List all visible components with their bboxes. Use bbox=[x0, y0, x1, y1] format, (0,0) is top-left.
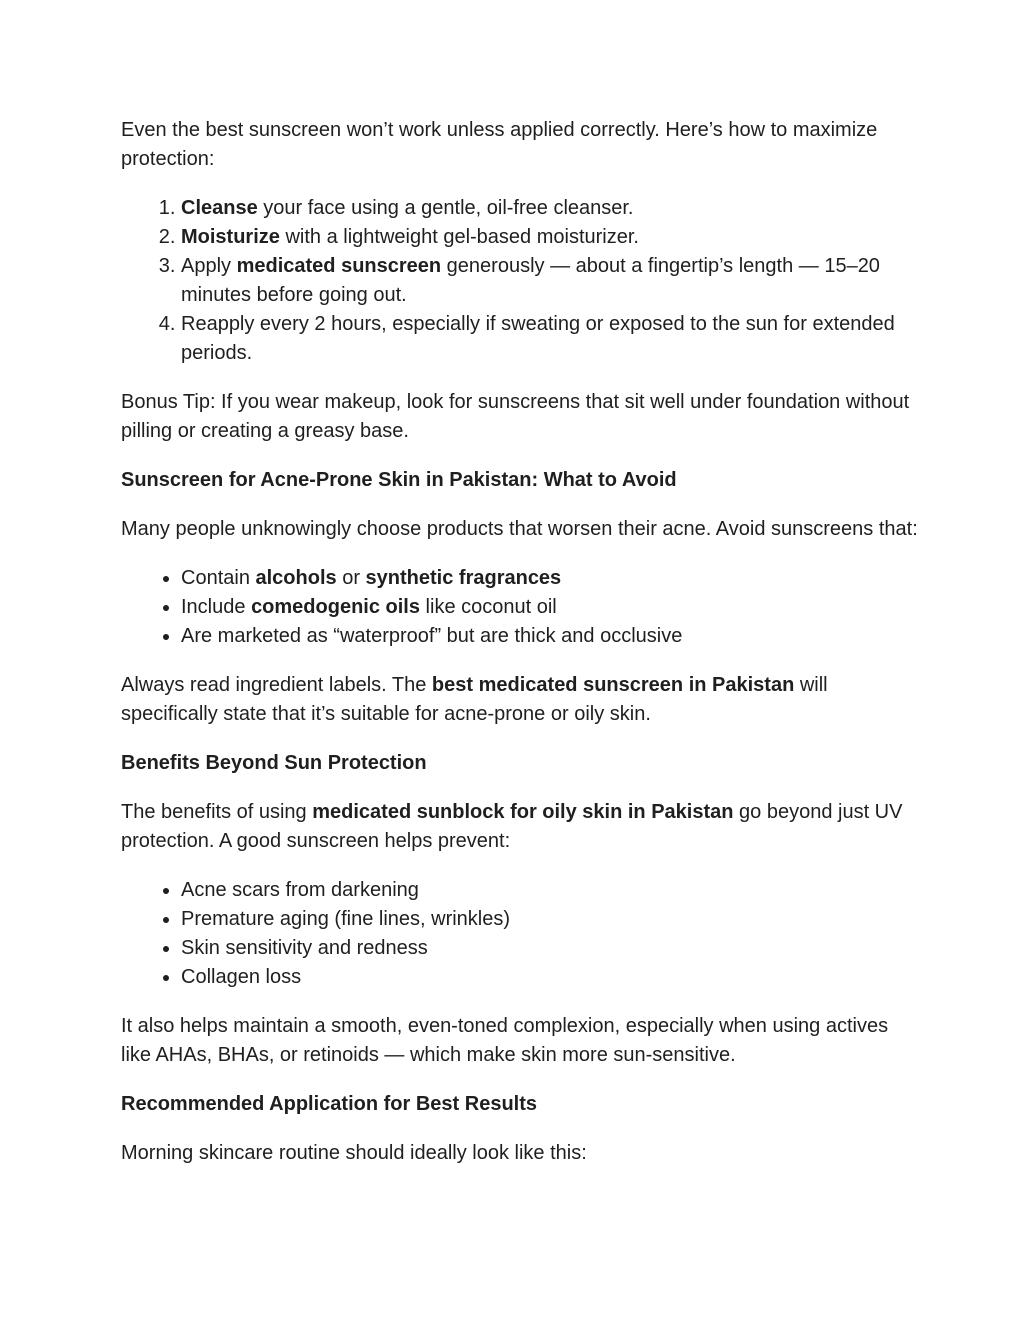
benefits-outro-paragraph: It also helps maintain a smooth, even-toned complexion, especially when using actives like AHAs, BHAs, or retinoids — which make skin more sun-sensitive. bbox=[121, 1015, 889, 1066]
section-heading-avoid: Sunscreen for Acne-Prone Skin in Pakistan: What to Avoid bbox=[121, 469, 677, 491]
avoid-outro-paragraph: Always read ingredient labels. The best medicated sunscreen in Pakistan will specifically state that it’s suitable for acne-prone or oily skin. bbox=[121, 674, 828, 725]
section-heading-benefits: Benefits Beyond Sun Protection bbox=[121, 752, 427, 774]
bold-text: Cleanse bbox=[181, 197, 258, 219]
section-heading-application: Recommended Application for Best Results bbox=[121, 1093, 537, 1115]
avoid-intro-paragraph: Many people unknowingly choose products that worsen their acne. Avoid sunscreens that: bbox=[121, 518, 918, 540]
list-item: • Include comedogenic oils like coconut oil bbox=[181, 593, 921, 622]
list-item: 3. Apply medicated sunscreen generously — about a fingertip’s length — 15–20 minutes before going out. bbox=[181, 252, 921, 310]
application-intro-paragraph: Morning skincare routine should ideally look like this: bbox=[121, 1142, 587, 1164]
list-item: • Contain alcohols or synthetic fragrances bbox=[181, 564, 921, 593]
benefits-list bbox=[121, 876, 921, 992]
bonus-tip-paragraph: Bonus Tip: If you wear makeup, look for sunscreens that sit well under foundation without pilling or creating a greasy base. bbox=[121, 391, 910, 442]
list-item: • Are marketed as “waterproof” but are thick and occlusive bbox=[181, 622, 921, 651]
bold-text: Moisturize bbox=[181, 226, 280, 248]
list-item: • Collagen loss bbox=[181, 963, 921, 992]
bold-text: synthetic fragrances bbox=[365, 567, 562, 589]
list-item: 4. Reapply every 2 hours, especially if sweating or exposed to the sun for extended periods. bbox=[181, 310, 921, 368]
avoid-list bbox=[121, 564, 921, 651]
list-item: • Skin sensitivity and redness bbox=[181, 934, 921, 963]
document-page bbox=[121, 116, 921, 1188]
list-item: • Acne scars from darkening bbox=[181, 876, 921, 905]
list-item: 1. Cleanse your face using a gentle, oil-free cleanser. bbox=[181, 194, 921, 223]
bold-text: best medicated sunscreen in Pakistan bbox=[431, 674, 795, 696]
intro-paragraph: Even the best sunscreen won’t work unless applied correctly. Here’s how to maximize protection: bbox=[121, 119, 878, 170]
bold-text: medicated sunscreen bbox=[236, 255, 442, 277]
application-steps-list bbox=[121, 194, 921, 368]
list-item: • Premature aging (fine lines, wrinkles) bbox=[181, 905, 921, 934]
bold-text: comedogenic oils bbox=[251, 596, 420, 618]
bold-text: alcohols bbox=[255, 567, 337, 589]
benefits-intro-paragraph: The benefits of using medicated sunblock for oily skin in Pakistan go beyond just UV protection. A good sunscreen helps prevent: bbox=[121, 801, 903, 852]
bold-text: medicated sunblock for oily skin in Pakistan bbox=[312, 801, 734, 823]
list-item: 2. Moisturize with a lightweight gel-based moisturizer. bbox=[181, 223, 921, 252]
